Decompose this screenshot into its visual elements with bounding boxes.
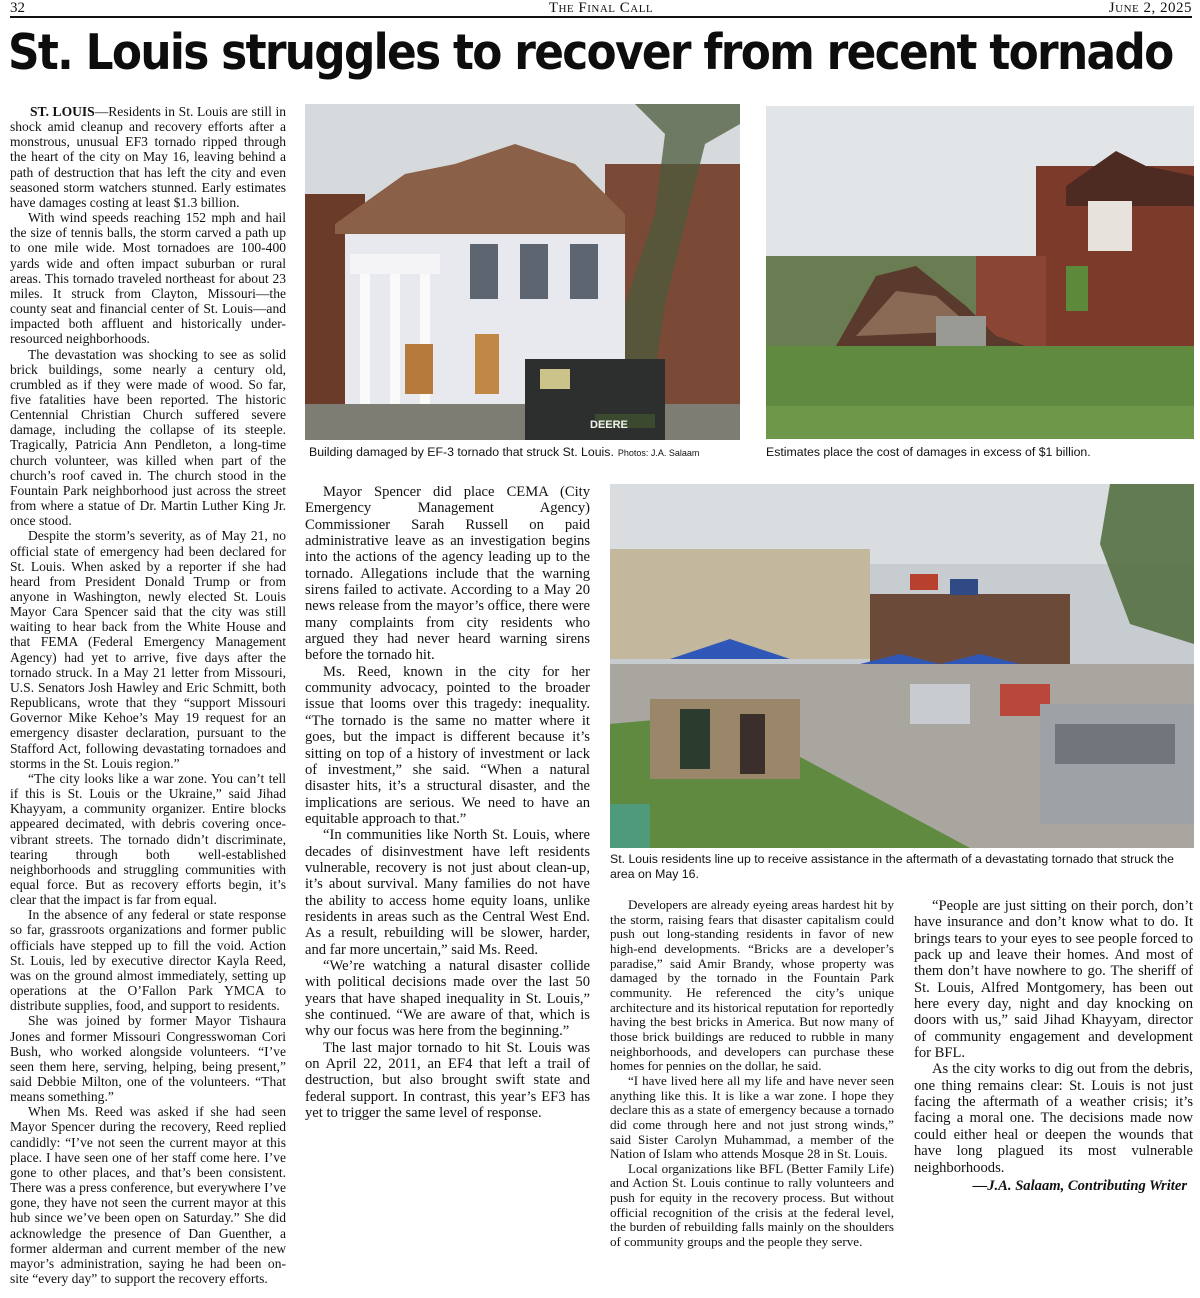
article-paragraph: Despite the storm’s severity, as of May 21, no official state of emergency had been declared for St. Louis. When asked by a reporter if she had heard from President Donald Trump or from anyone in Washington, newly elected St. Louis Mayor Cara Spencer said that the city was still waiting to hear back from the White House and that FEMA (Federal Emergency Management Agency) had yet to arrive, five days after the tornado struck. In a May 21 letter from Missouri, U.S. Senators Josh Hawley and Eric Schmitt, both Republicans, wrote that they “support Missouri Governor Mike Kehoe’s May 19 request for an emergency disaster declaration, pursuant to the Stafford Act, following devastating tornadoes and storms in the St. Louis region.” [10,528,286,771]
photo-damaged-building [305,104,740,440]
article-paragraph: When Ms. Reed was asked if she had seen Mayor Spencer during the recovery, Reed replied candidly: “I’ve not seen the current mayor at this place. I have seen one of her staff come here. I’ve gone to other places, and that’s been consistent. There was a press conference, but everywhere I’ve gone, they have not seen the current mayor at this hub since we’ve been open on Saturday.” She did acknowledge the presence of Dan Guenther, a former alderman and current member of the new mayor’s administration, saying he had been on-site “every day” to support the recovery efforts. [10,1104,286,1287]
page-number: 32 [10,0,25,16]
article-column-1 [10,104,286,1294]
issue-date: June 2, 2025 [1108,0,1192,16]
photo-caption-1 [309,445,739,461]
article-paragraph: Mayor Spencer did place CEMA (City Emergency Management Agency) Commissioner Sarah Russell on paid administrative leave as an investigation begins into the actions of the agency leading up to the tornado. Allegations include that the warning sirens failed to activate. According to a May 20 news release from the mayor’s office, there were many complaints from city residents who argued they had never heard warning sirens before the tornado hit. [305,484,590,664]
article-paragraph: “I have lived here all my life and have never seen anything like this. It is like a war zone. I hope they declare this as a state of emergency because a tornado did come through here and not just strong winds,” said Sister Carolyn Muhammad, a member of the Nation of Islam who attends Mosque 28 in St. Louis. [610,1072,894,1162]
caption-text: Estimates place the cost of damages in excess of $1 billion. [766,445,1091,459]
article-paragraph: The devastation was shocking to see as solid brick buildings, some nearly a century old, crumbled as if they were made of wood. So far, five fatalities have been reported. The historic Centennial Christian Church suffered severe damage, including the collapse of its steeple. Tragically, Patricia Ann Pendleton, a long-time church volunteer, was killed when part of the church’s roof caved in. The church stood in the Fountain Park neighborhood just across the street from where a statue of Dr. Martin Luther King Jr. once stood. [10,346,286,529]
caption-text: Building damaged by EF-3 tornado that struck St. Louis. [309,445,614,459]
article-paragraph: “In communities like North St. Louis, where decades of disinvestment have left residents vulnerable, recovery is not just about clean-up, it’s about survival. Many families do not have the ability to access home equity loans, unlike residents in areas such as the Central West End. As a result, rebuilding will be slower, harder, and far more uncertain,” said Ms. Reed. [305,827,590,958]
lead-text: —Residents in St. Louis are still in shock amid cleanup and recovery efforts after a monstrous, unusual EF3 tornado ripped through the heart of the city on May 16, leaving behind a path of destruction that has left the city and even seasoned storm watchers stunned. Early estimates have damages costing at least $1.3 billion. [10,104,286,210]
article-column-2 [305,484,590,1294]
equipment-brand-label: DEERE [590,419,628,431]
article-paragraph: The last major tornado to hit St. Louis was on April 22, 2011, an EF4 that left a trail of destruction, but also brought swift state and federal support. In contrast, this year’s EF3 has yet to trigger the same level of response. [305,1039,590,1122]
article-paragraph: With wind speeds reaching 152 mph and hail the size of tennis balls, the storm carved a path up to one mile wide. Most tornadoes are 100-400 yards wide and often impact suburban or rural areas. This tornado traveled northeast for about 23 miles. It struck from Clayton, Missouri—the county seat and financial center of St. Louis—and impacted both affluent and historically under-resourced neighborhoods. [10,210,286,347]
publication-name: The Final Call [548,0,654,16]
article-column-3 [610,898,894,1294]
article-column-4 [914,898,1193,1294]
article-paragraph: Local organizations like BFL (Better Family Life) and Action St. Louis continue to rally volunteers and push for equity in the recovery process. But without official recognition of the crisis at the federal level, the burden of rebuilding falls mainly on the shoulders of community groups and the people they serve. [610,1160,894,1250]
article-paragraph: “People are just sitting on their porch, don’t have insurance and don’t know what to do. It brings tears to your eyes to see people forced to pack up and leave their homes. And most of them don’t have nowhere to go. The sheriff of St. Louis, Alfred Montgomery, has been out here every day, night and day knocking on doors with us,” said Jihad Khayyam, director of community engagement and development for BFL. [914,898,1193,1062]
photo-relief-site-image [610,484,1194,848]
byline: —J.A. Salaam, Contributing Writer [972,1177,1187,1194]
article-paragraph: “We’re watching a natural disaster collide with political decisions made over the last 50 years that have shaped inequality in St. Louis,” she continued. “We are aware of that, which is why our focus was here from the beginning.” [305,957,590,1040]
masthead-rule [10,16,1192,18]
photo-damaged-building-image [305,104,740,440]
photo-caption-2 [766,445,1194,460]
article-paragraph-lead [10,104,286,210]
article-paragraph: “The city looks like a war zone. You can’t tell if this is St. Louis or the Ukraine,” said Jihad Khayyam, a community organizer. Entire blocks appeared decimated, with debris covering once-vibrant streets. The tornado didn’t discriminate, tearing through both well-established neighborhoods and struggling communities with equal force. But as recovery efforts begin, it’s clear that the impact is far from equal. [10,770,286,908]
headline: St. Louis struggles to recover from recent tornado [8,24,1173,81]
article-paragraph: In the absence of any federal or state response so far, grassroots organizations and former public officials have stepped up to fill the void. Action St. Louis, led by executive director Kayla Reed, was on the ground almost immediately, setting up operations at the O’Fallon Park YMCA to distribute supplies, food, and support to residents. [10,907,286,1014]
photo-credit: Photos: J.A. Salaam [617,448,700,458]
article-paragraph: As the city works to dig out from the debris, one thing remains clear: St. Louis is not just facing the aftermath of a weather crisis; it’s facing a moral one. The decisions made now could either heal or deepen the wounds that have long plagued its most vulnerable neighborhoods. [914,1061,1193,1176]
article-paragraph: She was joined by former Mayor Tishaura Jones and former Missouri Congresswoman Cori Bush, who worked alongside volunteers. “I’ve seen them here, serving, helping, being present,” said Debbie Milton, one of the volunteers. “That means something.” [10,1013,286,1105]
photo-caption-3 [610,852,1194,882]
photo-collapsed-house-image [766,106,1194,439]
photo-relief-site [610,484,1194,848]
dateline: ST. LOUIS [30,104,95,119]
photo-collapsed-house [766,106,1194,439]
article-paragraph: Ms. Reed, known in the city for her community advocacy, pointed to the broader issue that looms over this tragedy: inequality. “The tornado is the same no matter where it goes, but the impact is different because it’s sitting on top of a history of investment or lack of investment,” she said. “When a natural disaster hits, it’s a structural disaster, and the implications are serious. We need to have an equitable approach to that.” [305,663,590,827]
caption-text: St. Louis residents line up to receive assistance in the aftermath of a devastating tornado that struck the area on May 16. [610,852,1174,881]
article-paragraph: Developers are already eyeing areas hardest hit by the storm, raising fears that disaster capitalism could push out long-standing residents in favor of new high-end developments. “Bricks are a developer’s paradise,” said Amir Brandy, whose property was damaged by the tornado in the Fountain Park community. He referenced the city’s unique architecture and its historical reputation for reportedly having the best bricks in America. But now many of those brick buildings are reduced to rubble in many neighborhoods, and developers can purchase these homes for pennies on the dollar, he said. [610,898,894,1074]
